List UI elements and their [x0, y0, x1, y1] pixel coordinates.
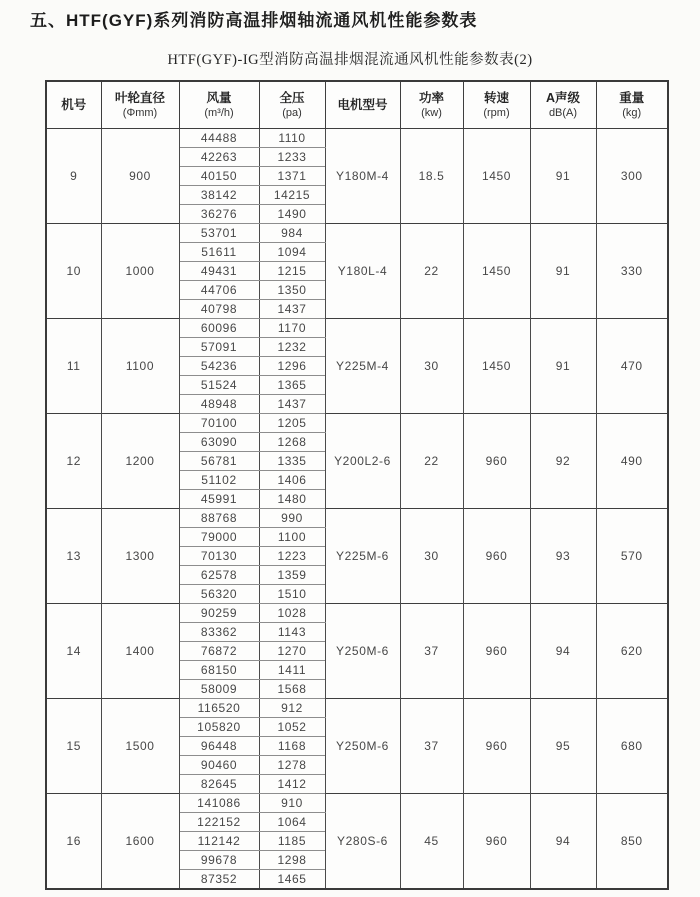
column-header	[463, 81, 530, 129]
model-no-cell: 15	[46, 699, 101, 794]
airflow-cell: 96448	[179, 737, 259, 756]
pressure-cell: 1232	[259, 338, 325, 357]
noise-level-cell: 95	[530, 699, 596, 794]
airflow-cell: 76872	[179, 642, 259, 661]
column-header-label: 转速	[483, 90, 509, 105]
pressure-cell: 1296	[259, 357, 325, 376]
airflow-cell: 105820	[179, 718, 259, 737]
power-cell: 37	[400, 699, 463, 794]
model-no-cell: 9	[46, 129, 101, 224]
impeller-diameter-cell: 1000	[101, 224, 179, 319]
airflow-cell: 51524	[179, 376, 259, 395]
table-body	[46, 129, 668, 890]
airflow-cell: 82645	[179, 775, 259, 794]
column-header-unit: (kg)	[622, 106, 642, 119]
column-header	[101, 81, 179, 129]
airflow-cell: 58009	[179, 680, 259, 699]
weight-cell: 490	[596, 414, 668, 509]
pressure-cell: 1465	[259, 870, 325, 890]
column-header	[530, 81, 596, 129]
column-header-unit: (pa)	[282, 106, 302, 119]
pressure-cell: 1412	[259, 775, 325, 794]
pressure-cell: 1064	[259, 813, 325, 832]
pressure-cell: 1100	[259, 528, 325, 547]
noise-level-cell: 91	[530, 319, 596, 414]
airflow-cell: 60096	[179, 319, 259, 338]
airflow-cell: 70100	[179, 414, 259, 433]
pressure-cell: 1437	[259, 300, 325, 319]
airflow-cell: 116520	[179, 699, 259, 718]
pressure-cell: 1568	[259, 680, 325, 699]
motor-model-cell: Y250M-6	[325, 699, 400, 794]
motor-model-cell: Y280S-6	[325, 794, 400, 890]
column-header-label: A声级	[545, 90, 581, 105]
airflow-cell: 87352	[179, 870, 259, 890]
airflow-cell: 49431	[179, 262, 259, 281]
column-header-label: 全压	[279, 90, 305, 105]
motor-model-cell: Y180M-4	[325, 129, 400, 224]
page-title: 五、HTF(GYF)系列消防高温排烟轴流通风机性能参数表	[30, 11, 478, 30]
table-row	[46, 699, 668, 718]
impeller-diameter-cell: 1600	[101, 794, 179, 890]
pressure-cell: 1185	[259, 832, 325, 851]
column-header-label: 风量	[206, 90, 232, 105]
pressure-cell: 1168	[259, 737, 325, 756]
pressure-cell: 984	[259, 224, 325, 243]
motor-model-cell: Y180L-4	[325, 224, 400, 319]
power-cell: 18.5	[400, 129, 463, 224]
airflow-cell: 99678	[179, 851, 259, 870]
column-header	[596, 81, 668, 129]
airflow-cell: 122152	[179, 813, 259, 832]
airflow-cell: 56781	[179, 452, 259, 471]
impeller-diameter-cell: 1500	[101, 699, 179, 794]
impeller-diameter-cell: 1300	[101, 509, 179, 604]
power-cell: 22	[400, 224, 463, 319]
column-header-label: 叶轮直径	[114, 90, 165, 105]
noise-level-cell: 91	[530, 129, 596, 224]
pressure-cell: 1490	[259, 205, 325, 224]
power-cell: 30	[400, 509, 463, 604]
speed-cell: 1450	[463, 319, 530, 414]
pressure-cell: 1223	[259, 547, 325, 566]
pressure-cell: 1205	[259, 414, 325, 433]
airflow-cell: 51102	[179, 471, 259, 490]
pressure-cell: 912	[259, 699, 325, 718]
pressure-cell: 1437	[259, 395, 325, 414]
pressure-cell: 1365	[259, 376, 325, 395]
motor-model-cell: Y250M-6	[325, 604, 400, 699]
power-cell: 30	[400, 319, 463, 414]
motor-model-cell: Y200L2-6	[325, 414, 400, 509]
noise-level-cell: 94	[530, 794, 596, 890]
airflow-cell: 70130	[179, 547, 259, 566]
airflow-cell: 51611	[179, 243, 259, 262]
speed-cell: 1450	[463, 224, 530, 319]
column-header-unit: dB(A)	[548, 106, 578, 119]
airflow-cell: 54236	[179, 357, 259, 376]
pressure-cell: 1143	[259, 623, 325, 642]
motor-model-cell: Y225M-6	[325, 509, 400, 604]
power-cell: 45	[400, 794, 463, 890]
pressure-cell: 910	[259, 794, 325, 813]
table-row	[46, 604, 668, 623]
weight-cell: 300	[596, 129, 668, 224]
impeller-diameter-cell: 1100	[101, 319, 179, 414]
impeller-diameter-cell: 1400	[101, 604, 179, 699]
table-subtitle: HTF(GYF)-IG型消防高温排烟混流通风机性能参数表(2)	[167, 52, 533, 68]
column-header-unit: (m³/h)	[204, 106, 234, 119]
table-row	[46, 414, 668, 433]
pressure-cell: 1233	[259, 148, 325, 167]
noise-level-cell: 92	[530, 414, 596, 509]
model-no-cell: 16	[46, 794, 101, 890]
pressure-cell: 1278	[259, 756, 325, 775]
airflow-cell: 42263	[179, 148, 259, 167]
model-no-cell: 14	[46, 604, 101, 699]
airflow-cell: 44706	[179, 281, 259, 300]
airflow-cell: 56320	[179, 585, 259, 604]
pressure-cell: 14215	[259, 186, 325, 205]
table-row	[46, 224, 668, 243]
header-row	[46, 81, 668, 129]
airflow-cell: 40150	[179, 167, 259, 186]
weight-cell: 850	[596, 794, 668, 890]
fan-performance-table	[45, 80, 669, 890]
weight-cell: 470	[596, 319, 668, 414]
airflow-cell: 57091	[179, 338, 259, 357]
airflow-cell: 90460	[179, 756, 259, 775]
weight-cell: 330	[596, 224, 668, 319]
airflow-cell: 45991	[179, 490, 259, 509]
speed-cell: 960	[463, 509, 530, 604]
model-no-cell: 13	[46, 509, 101, 604]
pressure-cell: 1335	[259, 452, 325, 471]
weight-cell: 680	[596, 699, 668, 794]
pressure-cell: 1268	[259, 433, 325, 452]
pressure-cell: 1298	[259, 851, 325, 870]
speed-cell: 960	[463, 414, 530, 509]
weight-cell: 570	[596, 509, 668, 604]
pressure-cell: 1170	[259, 319, 325, 338]
column-header-unit: (kw)	[421, 106, 442, 119]
pressure-cell: 1350	[259, 281, 325, 300]
speed-cell: 960	[463, 699, 530, 794]
pressure-cell: 1359	[259, 566, 325, 585]
speed-cell: 1450	[463, 129, 530, 224]
airflow-cell: 83362	[179, 623, 259, 642]
noise-level-cell: 91	[530, 224, 596, 319]
noise-level-cell: 93	[530, 509, 596, 604]
speed-cell: 960	[463, 604, 530, 699]
pressure-cell: 1215	[259, 262, 325, 281]
impeller-diameter-cell: 1200	[101, 414, 179, 509]
column-header	[46, 81, 101, 129]
column-header	[179, 81, 259, 129]
column-header	[400, 81, 463, 129]
motor-model-cell: Y225M-4	[325, 319, 400, 414]
column-header-label: 功率	[418, 90, 444, 105]
pressure-cell: 1411	[259, 661, 325, 680]
impeller-diameter-cell: 900	[101, 129, 179, 224]
pressure-cell: 1270	[259, 642, 325, 661]
airflow-cell: 63090	[179, 433, 259, 452]
airflow-cell: 36276	[179, 205, 259, 224]
column-header	[325, 81, 400, 129]
pressure-cell: 1406	[259, 471, 325, 490]
airflow-cell: 79000	[179, 528, 259, 547]
pressure-cell: 1052	[259, 718, 325, 737]
airflow-cell: 38142	[179, 186, 259, 205]
pressure-cell: 990	[259, 509, 325, 528]
pressure-cell: 1371	[259, 167, 325, 186]
airflow-cell: 44488	[179, 129, 259, 148]
airflow-cell: 90259	[179, 604, 259, 623]
airflow-cell: 112142	[179, 832, 259, 851]
airflow-cell: 40798	[179, 300, 259, 319]
table-header	[46, 81, 668, 129]
column-header	[259, 81, 325, 129]
model-no-cell: 12	[46, 414, 101, 509]
column-header-label: 机号	[61, 97, 87, 112]
table-row	[46, 794, 668, 813]
document-page	[0, 10, 700, 890]
model-no-cell: 11	[46, 319, 101, 414]
airflow-cell: 141086	[179, 794, 259, 813]
airflow-cell: 53701	[179, 224, 259, 243]
airflow-cell: 48948	[179, 395, 259, 414]
pressure-cell: 1094	[259, 243, 325, 262]
table-row	[46, 129, 668, 148]
airflow-cell: 88768	[179, 509, 259, 528]
table-row	[46, 509, 668, 528]
power-cell: 37	[400, 604, 463, 699]
noise-level-cell: 94	[530, 604, 596, 699]
column-header-unit: (rpm)	[483, 106, 510, 119]
column-header-label: 电机型号	[337, 97, 388, 112]
pressure-cell: 1510	[259, 585, 325, 604]
column-header-label: 重量	[619, 90, 645, 105]
model-no-cell: 10	[46, 224, 101, 319]
airflow-cell: 62578	[179, 566, 259, 585]
weight-cell: 620	[596, 604, 668, 699]
table-row	[46, 319, 668, 338]
power-cell: 22	[400, 414, 463, 509]
pressure-cell: 1480	[259, 490, 325, 509]
pressure-cell: 1028	[259, 604, 325, 623]
airflow-cell: 68150	[179, 661, 259, 680]
speed-cell: 960	[463, 794, 530, 890]
pressure-cell: 1110	[259, 129, 325, 148]
column-header-unit: (Φmm)	[122, 106, 158, 119]
